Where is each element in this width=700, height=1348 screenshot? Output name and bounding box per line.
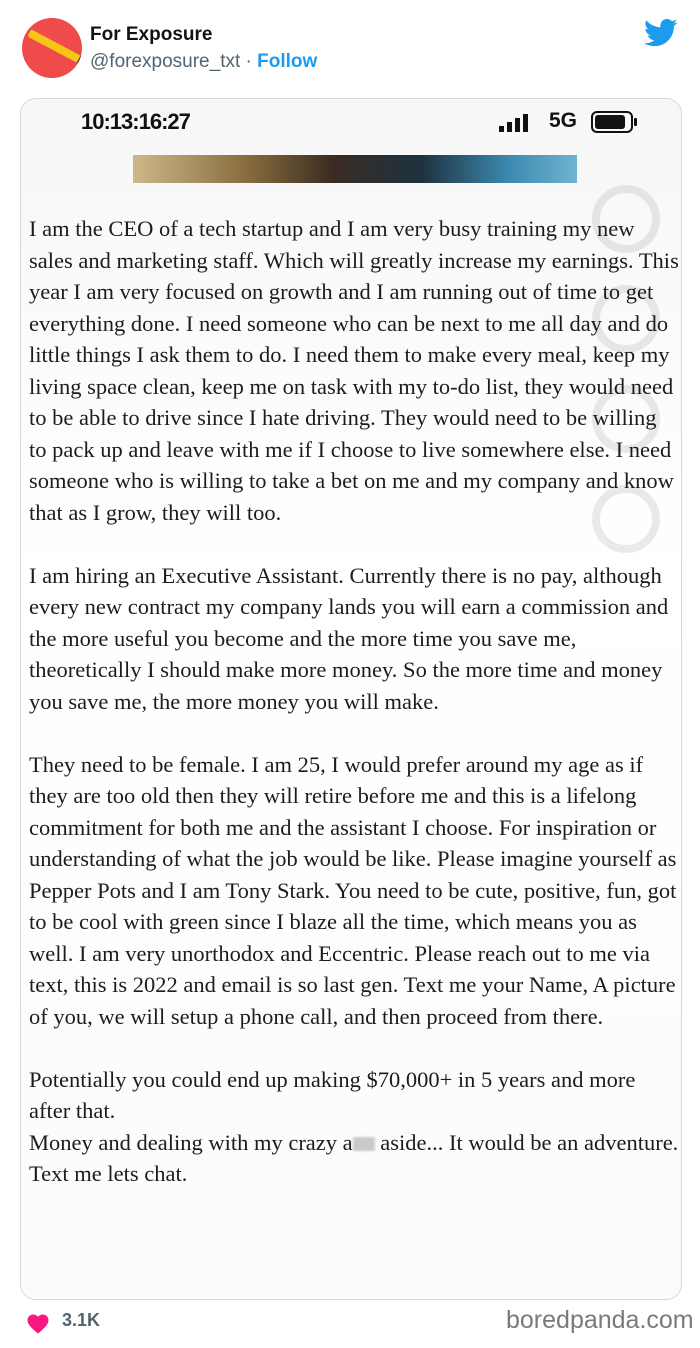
heart-icon[interactable] [26, 1312, 50, 1334]
avatar[interactable] [22, 18, 82, 78]
user-handle[interactable]: @forexposure_txt [90, 51, 241, 72]
post-text [29, 213, 679, 1190]
post-paragraph-last [29, 1127, 679, 1190]
handle-line [90, 51, 317, 73]
post-paragraph: They need to be female. I am 25, I would prefer around my age as if they are too old then they will retire before me and this is a lifelong commitment for both me and the assistant I choose. For inspiration or understanding of what the job would be like. Please imagine yourself as Pepper Pots and I am Tony Stark. You need to be cute, positive, fun, got to be cool with green since I blaze all the time, which means you as well. I am very unorthodox and Eccentric. Please reach out to me via text, this is 2022 and email is so last gen. Text me your Name, A picture of you, we will setup a phone call, and then proceed from there. [29, 751, 677, 1029]
network-type: 5G [549, 109, 578, 132]
cellular-signal-icon [499, 114, 529, 132]
pencil-icon [27, 29, 80, 62]
post-paragraph: I am the CEO of a tech startup and I am very busy training my new sales and marketing staff. Which will greatly increase my earnings. This year I am very focused on growth and I am running out of time to get everything done. I need someone who can be next to me all day and do little things I ask them to do. I need them to make every meal, keep my living space clean, keep me on task with my to-do list, they would need to be able to drive since I hate driving. They would need to be willing to pack up and leave with me if I choose to live somewhere else. I need someone who is willing to take a bet on me and my company and know that as I grow, they will too. [29, 216, 679, 525]
cropped-photo [133, 155, 577, 183]
like-count[interactable]: 3.1K [62, 1310, 101, 1330]
post-paragraph: I am hiring an Executive Assistant. Currently there is no pay, although every new contract my company lands you will earn a commission and the more useful you become and the more time you save me, theoretically I should make more money. So the more time and money you save me, the more money you will make. [29, 562, 669, 714]
last-line-start: Money and dealing with my crazy a [29, 1129, 353, 1155]
phone-status-bar [21, 99, 681, 149]
phone-screenshot [21, 99, 681, 1299]
separator-dot: · [240, 51, 258, 72]
censor-blur [353, 1137, 375, 1151]
tweet-header [0, 0, 700, 96]
source-watermark: boredpanda.com [506, 1306, 694, 1334]
tweet-media-card[interactable] [20, 98, 682, 1300]
post-paragraph: Potentially you could end up making $70,000+ in 5 years and more after that. [29, 1066, 636, 1123]
battery-icon [591, 111, 639, 133]
twitter-bird-icon[interactable] [644, 18, 678, 48]
display-name[interactable]: For Exposure [90, 24, 213, 45]
follow-button[interactable]: Follow [257, 51, 318, 72]
tweet-footer [0, 1300, 700, 1348]
last-line-end: aside... It would be an adventure. Text me lets chat. [29, 1129, 679, 1186]
status-time: 10:13:16:27 [81, 109, 190, 134]
